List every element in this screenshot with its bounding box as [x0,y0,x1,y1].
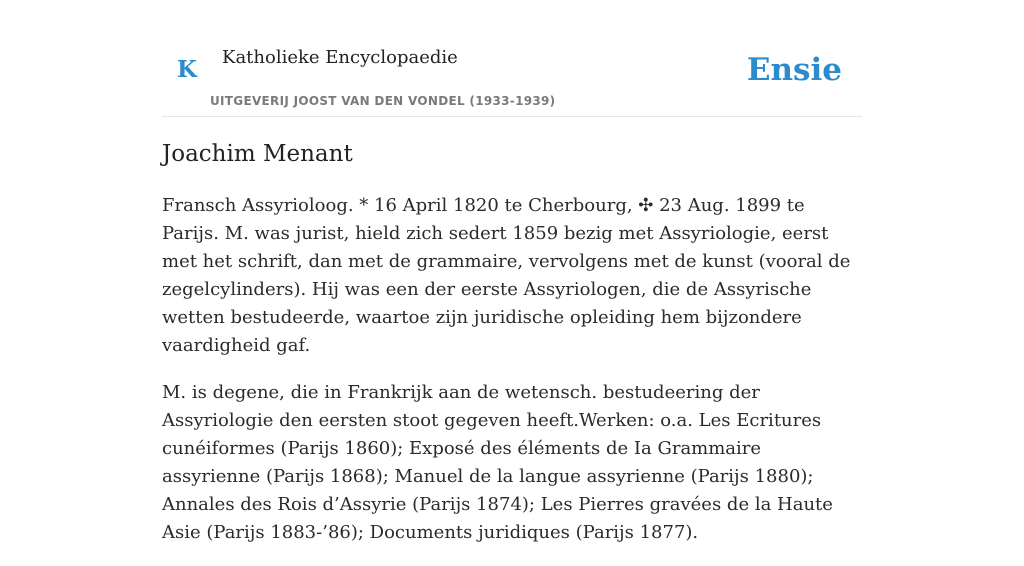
article-title: Joachim Menant [162,141,353,167]
article [162,138,862,566]
article-paragraph: Fransch Assyrioloog. * 16 April 1820 te Cherbourg, ✣ 23 Aug. 1899 te Parijs. M. was jurist, hield zich sedert 1859 bezig met Assyriologie, eerst met het schrift, dan met de grammaire, vervolgens met de kunst (vooral de zegelcylinders). Hij was een der eerste Assyriologen, die de Assyrische wetten bestudeerde, waartoe zijn juridische opleiding hem bijzondere vaardigheid gaf. [162,195,851,356]
encyclopedia-title-link[interactable]: Katholieke Encyclopaedie [222,47,458,68]
article-paragraph: M. is degene, die in Frankrijk aan de wetensch. bestudeering der Assyriologie den eersten stoot gegeven heeft.Werken: o.a. Les Ecritures cunéiformes (Parijs 1860); Exposé des éléments de Ia Grammaire assyrienne (Parijs 1868); Manuel de la langue assyrienne (Parijs 1880); Annales des Rois d’Assyrie (Parijs 1874); Les Pierres gravées de la Haute Asie (Parijs 1883-’86); Documents juridiques (Parijs 1877). [162,382,833,543]
encyclopedia-logo[interactable]: K [177,56,197,83]
ensie-logo-link[interactable]: Ensie [746,52,842,88]
site-header [162,0,862,117]
publisher-subtitle: UITGEVERIJ JOOST VAN DEN VONDEL (1933-1939) [210,94,556,108]
